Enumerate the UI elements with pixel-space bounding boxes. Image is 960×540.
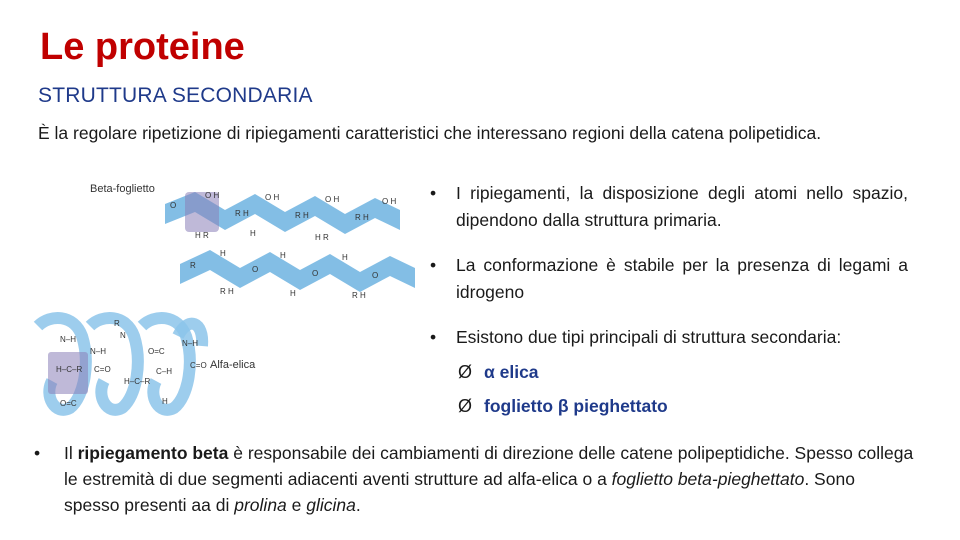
bullet-item: [428, 324, 908, 351]
svg-text:R: R: [190, 261, 196, 270]
svg-text:C=O: C=O: [94, 365, 111, 374]
svg-text:R H: R H: [295, 211, 309, 220]
text-run: . Sono spesso presenti aa di: [64, 469, 855, 515]
text-run: .: [355, 495, 361, 515]
intro-paragraph: È la regolare ripetizione di ripiegamenti caratteristici che interessano regioni della catena polipetidica.: [38, 123, 822, 143]
svg-text:R H: R H: [235, 209, 249, 218]
bullet-item: [428, 252, 908, 306]
svg-text:N: N: [120, 331, 126, 340]
bullet-dot: •: [430, 327, 437, 347]
slide-title: Le proteine: [40, 26, 245, 68]
bold-term: ripiegamento beta: [77, 443, 229, 463]
beta-strand-2: [180, 250, 415, 292]
svg-text:R: R: [114, 319, 120, 328]
bottom-paragraph: [34, 440, 914, 518]
bottom-text: [34, 440, 914, 518]
svg-text:O: O: [372, 271, 379, 280]
secondary-structure-illustration: [30, 176, 415, 434]
beta-sheet-label: Beta-foglietto: [90, 183, 155, 195]
svg-text:O: O: [252, 265, 259, 274]
svg-text:O: O: [312, 269, 319, 278]
svg-text:H–C–R: H–C–R: [124, 377, 151, 386]
arrow-bullet-icon: Ø: [458, 396, 473, 416]
svg-text:R H: R H: [220, 287, 234, 296]
svg-text:N–H: N–H: [182, 339, 199, 348]
bullet-text: Esistono due tipi principali di struttura secondaria:: [456, 327, 842, 347]
svg-text:N–H: N–H: [60, 335, 77, 344]
bullet-dot: •: [430, 255, 437, 275]
svg-text:H R: H R: [195, 231, 209, 240]
svg-text:O: O: [170, 201, 177, 210]
text-run: Il: [64, 443, 78, 463]
protein-structure-figure: [30, 176, 415, 434]
slide-subtitle: STRUTTURA SECONDARIA: [38, 84, 313, 107]
italic-term: prolina: [234, 495, 287, 515]
svg-text:H: H: [220, 249, 226, 258]
svg-text:H: H: [250, 229, 256, 238]
bullet-list: [428, 180, 908, 423]
svg-text:O=C: O=C: [60, 399, 77, 408]
svg-text:O H: O H: [325, 195, 340, 204]
svg-text:H R: H R: [315, 233, 329, 242]
svg-text:O H: O H: [205, 191, 220, 200]
svg-text:R H: R H: [355, 213, 369, 222]
sub-item-beta-sheet: [428, 389, 908, 423]
text-run: è responsabile dei cambiamenti di direzione delle catene polipeptidiche. Spesso collega le estremità di due segmenti adiacenti aventi strutture ad alfa-elica o a: [64, 443, 914, 489]
sub-item-label: α elica: [484, 362, 539, 382]
bullet-dot: •: [430, 183, 437, 203]
alpha-helix-label: Alfa-elica: [210, 359, 256, 371]
svg-text:H–C–R: H–C–R: [56, 365, 83, 374]
italic-term: glicina: [306, 495, 356, 515]
italic-term: foglietto beta-pieghettato: [611, 469, 805, 489]
arrow-bullet-icon: Ø: [458, 362, 473, 382]
bullet-dot: •: [34, 443, 41, 463]
svg-text:N–H: N–H: [90, 347, 107, 356]
svg-text:O H: O H: [382, 197, 397, 206]
bullet-text: I ripiegamenti, la disposizione degli atomi nello spazio, dipendono dalla struttura primaria.: [456, 183, 908, 230]
svg-text:H: H: [162, 397, 168, 406]
svg-text:R H: R H: [352, 291, 366, 300]
sub-item-label: foglietto β pieghettato: [484, 396, 668, 416]
svg-text:O=C: O=C: [148, 347, 165, 356]
svg-text:C–H: C–H: [156, 367, 173, 376]
bullet-item: [428, 180, 908, 234]
svg-text:H: H: [280, 251, 286, 260]
bullet-text: La conformazione è stabile per la presenza di legami a idrogeno: [456, 255, 908, 302]
alpha-helix: [38, 318, 207, 410]
svg-text:C=O: C=O: [190, 361, 207, 370]
svg-text:O H: O H: [265, 193, 280, 202]
sub-item-alpha-helix: [428, 355, 908, 389]
text-run: e: [286, 495, 307, 515]
svg-text:H: H: [290, 289, 296, 298]
svg-text:H: H: [342, 253, 348, 262]
